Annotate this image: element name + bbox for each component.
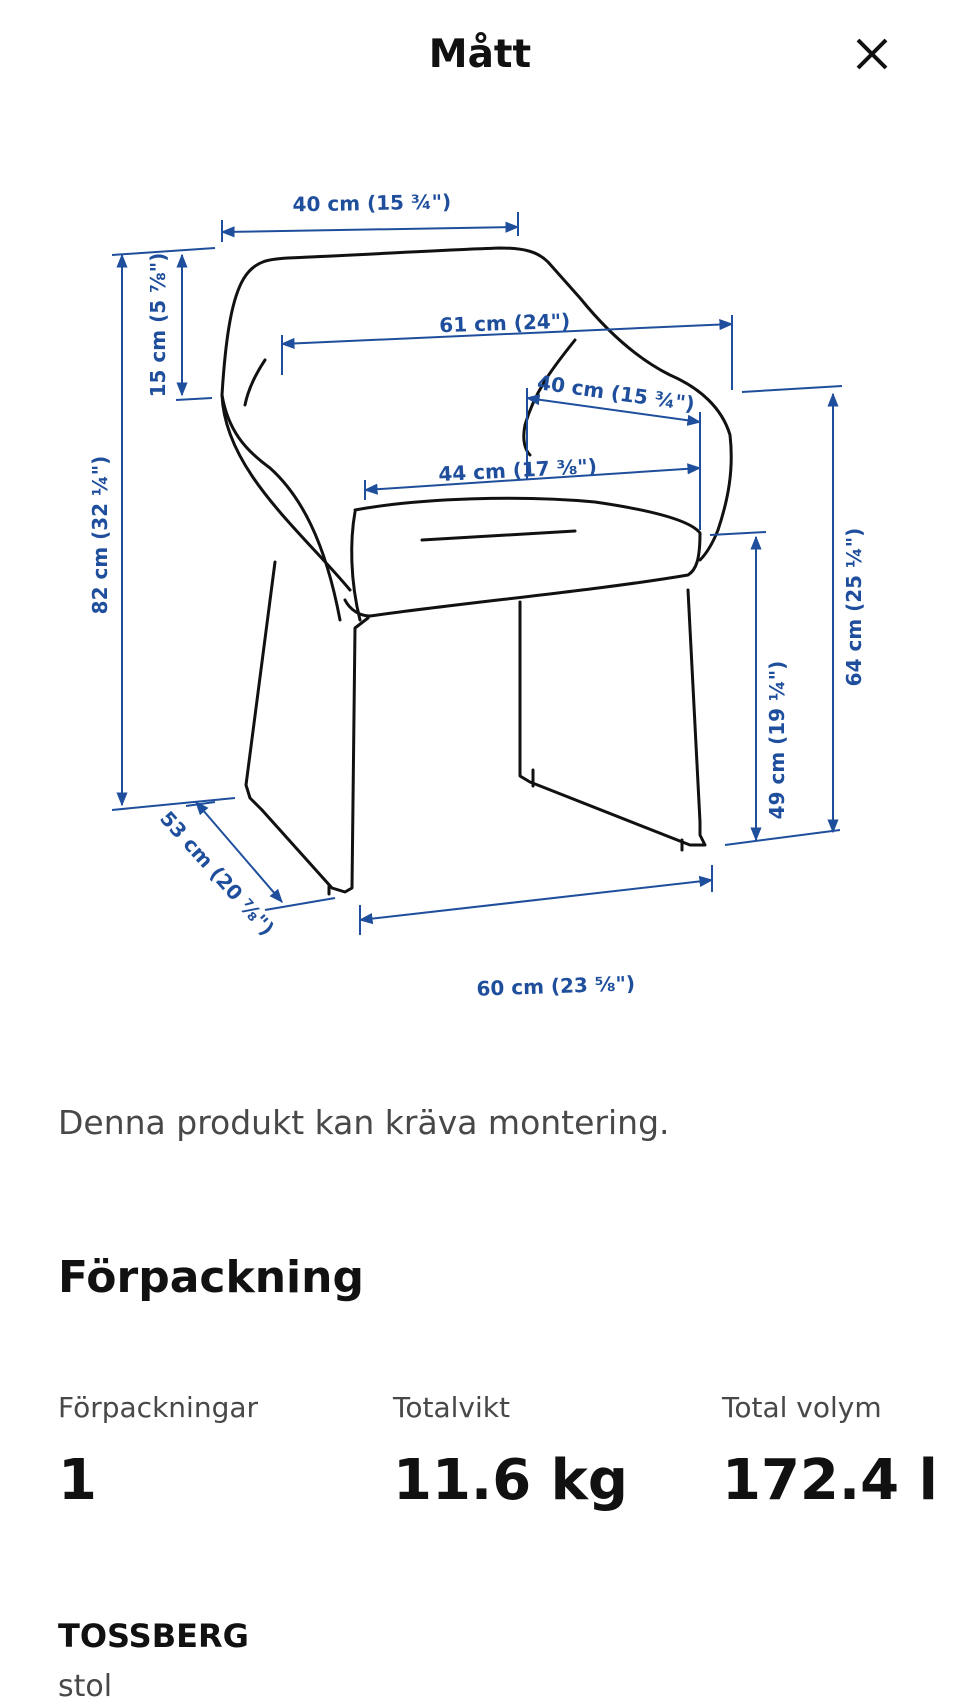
close-icon (854, 36, 890, 72)
dim-backrest-height: 15 cm (5 ⅞") (146, 252, 170, 398)
stat-packages (58, 1388, 258, 1518)
product-name: TOSSBERG (58, 1617, 249, 1655)
close-button[interactable] (848, 30, 896, 78)
dimension-labels (88, 190, 866, 1001)
dim-seat-height: 49 cm (19 ¼") (765, 660, 789, 820)
stat-value: 11.6 kg (393, 1448, 628, 1513)
product-type: stol (58, 1669, 113, 1704)
packaging-heading: Förpackning (58, 1252, 364, 1303)
dim-armrest-height: 64 cm (25 ¼") (842, 527, 866, 687)
stat-label: Förpackningar (58, 1391, 259, 1424)
chair-outline (222, 248, 731, 894)
assembly-note: Denna produkt kan kräva montering. (58, 1103, 670, 1142)
dim-total-width: 61 cm (24") (438, 308, 571, 338)
stat-total-volume (722, 1388, 938, 1518)
stat-total-weight (393, 1388, 628, 1518)
chair-drawing (0, 150, 960, 1030)
stat-value: 172.4 l (722, 1448, 938, 1513)
dim-seat-width: 44 cm (17 ⅜") (437, 453, 598, 487)
stat-value: 1 (58, 1448, 97, 1513)
stat-label: Total volym (722, 1391, 882, 1424)
modal-header (0, 0, 960, 110)
dimension-diagram (0, 150, 960, 1030)
dim-width: 60 cm (23 ⅝") (476, 971, 636, 1001)
dim-depth: 53 cm (20 ⅞") (155, 806, 280, 941)
dim-seat-depth: 40 cm (15 ¾") (535, 370, 697, 416)
page-title: Mått (428, 32, 532, 77)
stat-label: Totalvikt (393, 1391, 510, 1424)
dim-top-width: 40 cm (15 ¾") (292, 189, 452, 217)
dim-total-height: 82 cm (32 ¼") (88, 455, 112, 615)
